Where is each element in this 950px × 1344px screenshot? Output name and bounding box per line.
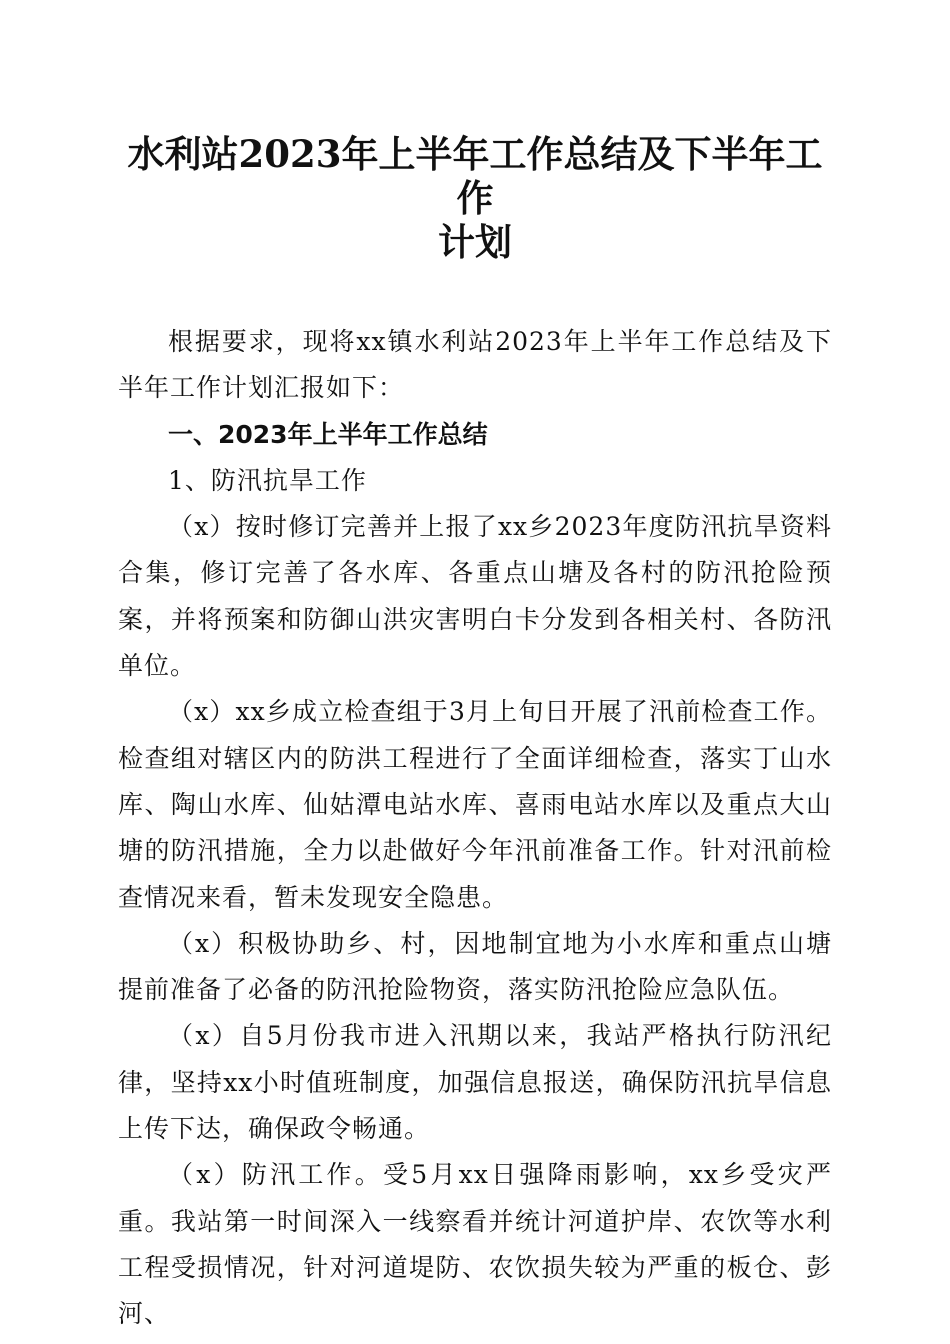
document-title <box>118 132 832 264</box>
body-paragraph: （x）防汛工作。受5月xx日强降雨影响，xx乡受灾严重。我站第一时间深入一线察看并统计河道护岸、农饮等水利工程受损情况，针对河道堤防、农饮损失较为严重的板仓、彭河、 <box>118 1160 832 1329</box>
body-paragraph: （x）自5月份我市进入汛期以来，我站严格执行防汛纪律，坚持xx小时值班制度，加强信息报送，确保防汛抗旱信息上传下达，确保政令畅通。 <box>118 1021 832 1144</box>
intro-paragraph: 根据要求，现将xx镇水利站2023年上半年工作总结及下半年工作计划汇报如下： <box>118 327 832 403</box>
body-paragraph: （x）xx乡成立检查组于3月上旬日开展了汛前检查工作。检查组对辖区内的防洪工程进行了全面详细检查，落实丁山水库、陶山水库、仙姑潭电站水库、喜雨电站水库以及重点大山塘的防汛措施，全力以赴做好今年汛前准备工作。针对汛前检查情况来看，暂未发现安全隐患。 <box>118 697 832 912</box>
title-line-2: 计划 <box>438 220 512 264</box>
body-paragraph: （x）按时修订完善并上报了xx乡2023年度防汛抗旱资料合集，修订完善了各水库、各重点山塘及各村的防汛抢险预案，并将预案和防御山洪灾害明白卡分发到各相关村、各防汛单位。 <box>118 512 832 681</box>
section-heading: 一、2023年上半年工作总结 <box>168 419 488 449</box>
subsection-heading: 1、防汛抗旱工作 <box>168 465 367 495</box>
title-line-1: 水利站2023年上半年工作总结及下半年工作 <box>127 132 823 220</box>
body-paragraph: （x）积极协助乡、村，因地制宜地为小水库和重点山塘提前准备了必备的防汛抢险物资，落实防汛抢险应急队伍。 <box>118 928 832 1005</box>
document-body <box>118 319 832 1338</box>
